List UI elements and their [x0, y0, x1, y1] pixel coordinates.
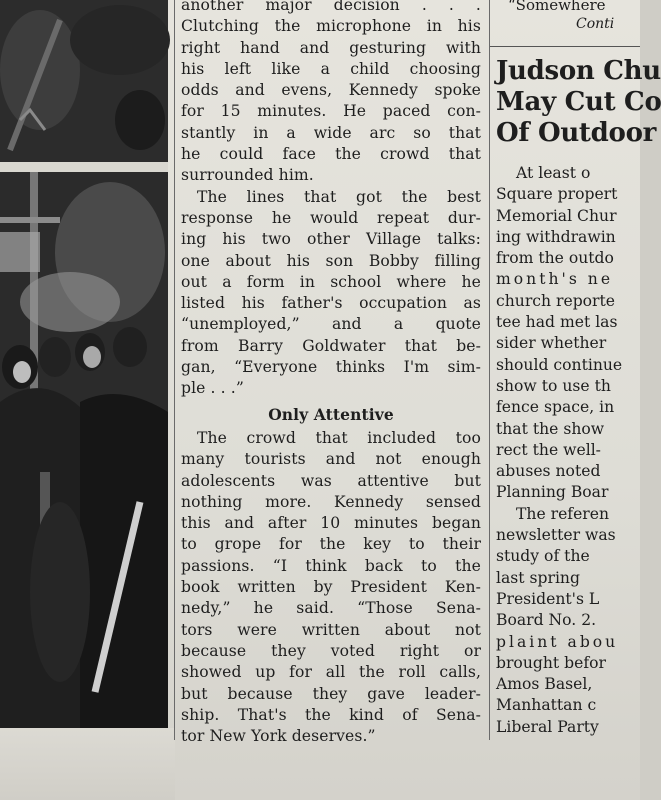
article-line: his left like a child choosing [181, 59, 481, 78]
right-line: President's L [496, 589, 600, 608]
right-line: plaint abou [496, 632, 619, 651]
article-line: passions. “I think back to the [181, 556, 481, 575]
article-line: tors were written about not [181, 620, 481, 639]
right-line: Planning Boar [496, 483, 609, 502]
article-line: gan, “Everyone thinks I'm sim- [181, 358, 481, 377]
right-line: tee had met las [496, 313, 618, 332]
right-line: sider whether [496, 334, 607, 353]
article-line: listed his father's occupation as [181, 294, 481, 313]
right-line: Square propert [496, 185, 618, 204]
article-line: response he would repeat dur- [181, 208, 481, 227]
headline-line: Judson Chu [496, 56, 661, 86]
right-article-body [496, 163, 656, 738]
article-subhead: Only Attentive [268, 404, 394, 424]
article-line: ing his two other Village talks: [181, 230, 481, 249]
article-line: right hand and gesturing with [181, 38, 481, 57]
right-line: Amos Basel, [496, 675, 593, 694]
article-line: for 15 minutes. He paced con- [181, 102, 481, 121]
article-line: to grope for the key to their [181, 535, 481, 554]
article-line: out a form in school where he [181, 272, 481, 291]
right-line: Board No. 2. [496, 611, 597, 630]
article-paragraph-2 [181, 187, 481, 400]
article-line: nedy,” he said. “Those Sena- [181, 599, 481, 618]
right-line: should continue [496, 355, 623, 374]
article-line: another major decision . . . [181, 0, 481, 14]
headline-line: May Cut Co [496, 87, 661, 117]
article-line: The lines that got the best [197, 187, 481, 206]
headline-line: Of Outdoor [496, 118, 657, 148]
article-line: from Barry Goldwater that be- [181, 336, 481, 355]
photo-divider [0, 162, 168, 172]
crowd-photo-bottom [0, 172, 168, 728]
right-line: from the outdo [496, 249, 614, 268]
right-line: church reporte [496, 291, 616, 310]
article-line: book written by President Ken- [181, 578, 481, 597]
article-paragraph-1 [181, 0, 481, 187]
article-line: Clutching the microphone in his [181, 17, 481, 36]
article-column [181, 0, 481, 747]
right-line: newsletter was [496, 526, 616, 545]
column-rule-left [174, 0, 175, 740]
article-line: many tourists and not enough [181, 450, 481, 469]
column-rule-right [489, 0, 490, 740]
article-line: “unemployed,” and a quote [181, 315, 481, 334]
right-line: rect the well- [496, 440, 601, 459]
article-line: tor New York deserves.” [181, 727, 376, 746]
right-line: last spring [496, 568, 580, 587]
article-line: stantly in a wide arc so that [181, 123, 481, 142]
right-line: Memorial Chur [496, 206, 617, 225]
right-line: show to use th [496, 376, 611, 395]
article-line: ple . . .” [181, 379, 244, 398]
right-line: fence space, in [496, 398, 615, 417]
article-line: one about his son Bobby filling [181, 251, 481, 270]
article-line: this and after 10 minutes began [181, 514, 481, 533]
right-top-quote: “Somewhere [508, 0, 606, 14]
article-line: nothing more. Kennedy sensed [181, 492, 481, 511]
right-headline [496, 56, 661, 149]
right-line: that the show [496, 419, 605, 438]
right-line: month's ne [496, 270, 614, 289]
right-column [496, 0, 661, 740]
article-line: ship. That's the kind of Sena- [181, 705, 481, 724]
article-line: surrounded him. [181, 166, 314, 185]
right-line: At least o [516, 164, 591, 182]
right-line: study of the [496, 547, 590, 566]
article-line: but because they gave leader- [181, 684, 481, 703]
continued-label: Conti [576, 16, 615, 32]
article-line: he could face the crowd that [181, 145, 481, 164]
article-line: adolescents was attentive but [181, 471, 481, 490]
right-line: ing withdrawin [496, 227, 616, 246]
right-line: brought befor [496, 653, 606, 672]
right-line: Liberal Party [496, 717, 599, 736]
article-line: showed up for all the roll calls, [181, 663, 481, 682]
article-line: The crowd that included too [197, 428, 481, 447]
article-line: because they voted right or [181, 641, 481, 660]
page-margin-bottom-left [0, 728, 175, 800]
article-paragraph-3 [181, 428, 481, 747]
crowd-photo-top [0, 0, 168, 162]
right-line: Manhattan c [496, 696, 597, 715]
right-line: The referen [516, 504, 610, 523]
article-line: odds and evens, Kennedy spoke [181, 81, 481, 100]
right-line: abuses noted [496, 462, 601, 481]
